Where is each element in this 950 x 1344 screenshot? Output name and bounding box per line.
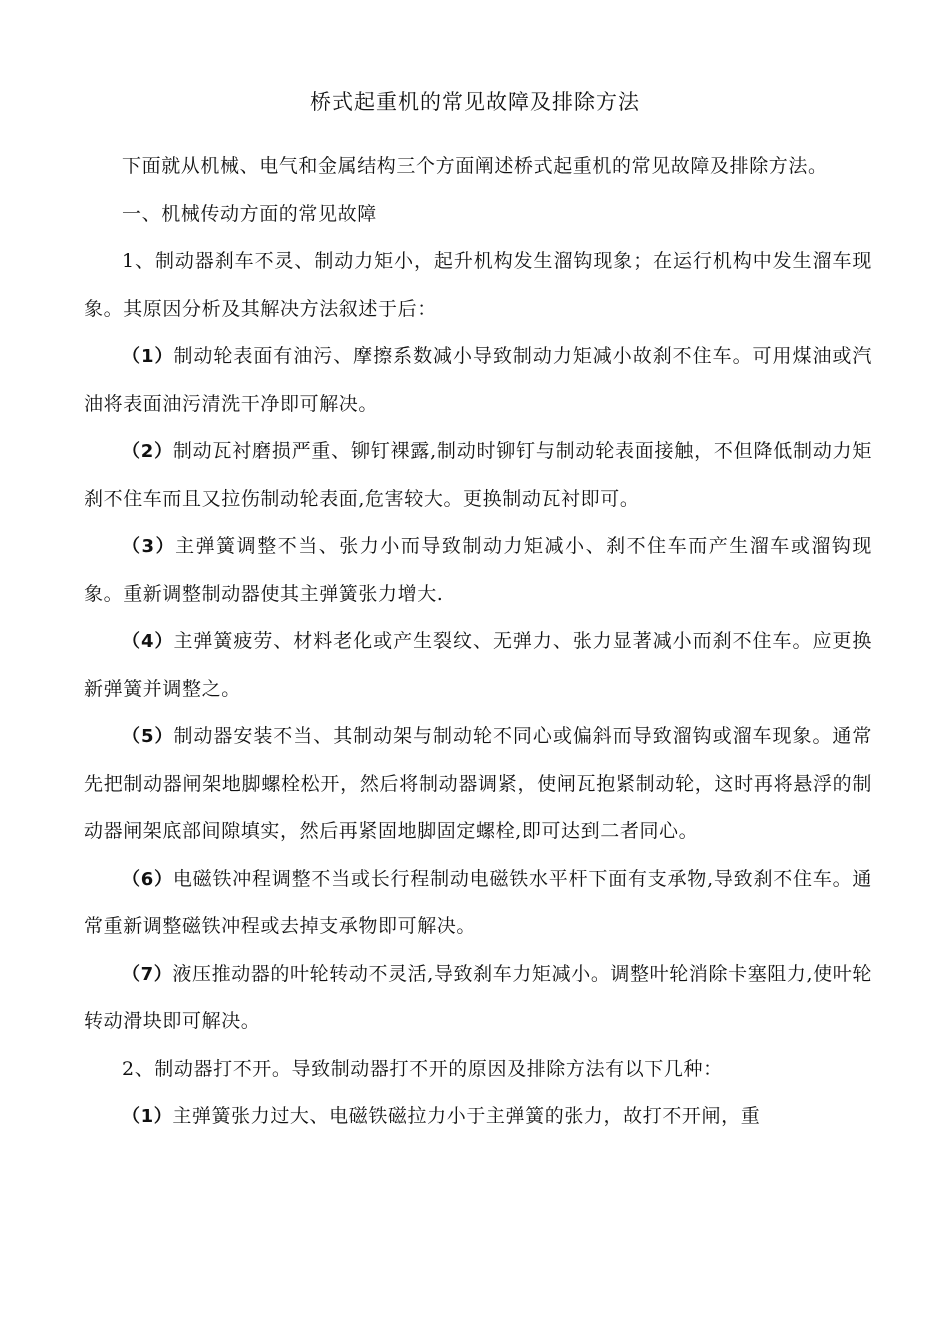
item-2-paragraph: 2、制动器打不开。导致制动器打不开的原因及排除方法有以下几种： — [122, 1057, 723, 1080]
document-body — [84, 143, 872, 1141]
sub-number: （1） — [122, 346, 174, 367]
item-1-sub-7 — [84, 951, 872, 1046]
item-1-sub-2 — [84, 428, 872, 523]
sub-text: 主弹簧张力过大、电磁铁磁拉力小于主弹簧的张力，故打不开闸，重 — [172, 1105, 761, 1127]
item-1-sub-1 — [84, 333, 872, 428]
item-1-paragraph: 1、制动器刹车不灵、制动力矩小，起升机构发生溜钩现象；在运行机构中发生溜车现象。其原因分析及其解决方法叙述于后： — [84, 250, 872, 320]
sub-number: （1） — [122, 1106, 173, 1127]
sub-number: （7） — [122, 963, 173, 985]
section-heading-mechanical: 一、机械传动方面的常见故障 — [122, 202, 377, 225]
sub-number: （2） — [122, 441, 173, 462]
sub-text: 制动瓦衬磨损严重、铆钉裸露,制动时铆钉与制动轮表面接触，不但降低制动力矩刹不住车而且又拉伤制动轮表面,危害较大。更换制动瓦衬即可。 — [84, 440, 872, 510]
sub-number: （6） — [122, 868, 173, 890]
sub-text: 主弹簧调整不当、张力小而导致制动力矩减小、刹不住车而产生溜车或溜钩现象。重新调整制动器使其主弹簧张力增大. — [84, 535, 873, 605]
document-title: 桥式起重机的常见故障及排除方法 — [310, 90, 640, 114]
sub-number: （5） — [122, 726, 174, 747]
item-1-sub-5 — [84, 713, 872, 856]
intro-paragraph: 下面就从机械、电气和金属结构三个方面阐述桥式起重机的常见故障及排除方法。 — [122, 155, 828, 177]
item-1-sub-4 — [84, 618, 872, 713]
item-1-sub-6 — [84, 856, 872, 951]
sub-text: 电磁铁冲程调整不当或长行程制动电磁铁水平杆下面有支承物,导致刹不住车。通常重新调整磁铁冲程或去掉支承物即可解决。 — [84, 867, 872, 937]
sub-text: 液压推动器的叶轮转动不灵活,导致刹车力矩减小。调整叶轮消除卡塞阻力,使叶轮转动滑块即可解决。 — [84, 962, 873, 1032]
item-2-sub-1 — [84, 1093, 872, 1141]
sub-number: （3） — [122, 536, 176, 557]
sub-number: （4） — [122, 631, 174, 652]
item-1-sub-3 — [84, 523, 872, 618]
sub-text: 制动器安装不当、其制动架与制动轮不同心或偏斜而导致溜钩或溜车现象。通常先把制动器闸架地脚螺栓松开，然后将制动器调紧，使闸瓦抱紧制动轮，这时再将悬浮的制动器闸架底部间隙填实，然后再紧固地脚固定螺栓,即可达到二者同心。 — [84, 725, 872, 842]
sub-text: 制动轮表面有油污、摩擦系数减小导致制动力矩减小故刹不住车。可用煤油或汽油将表面油污清洗干净即可解决。 — [84, 345, 872, 415]
sub-text: 主弹簧疲劳、材料老化或产生裂纹、无弹力、张力显著减小而刹不住车。应更换新弹簧并调整之。 — [84, 630, 872, 700]
